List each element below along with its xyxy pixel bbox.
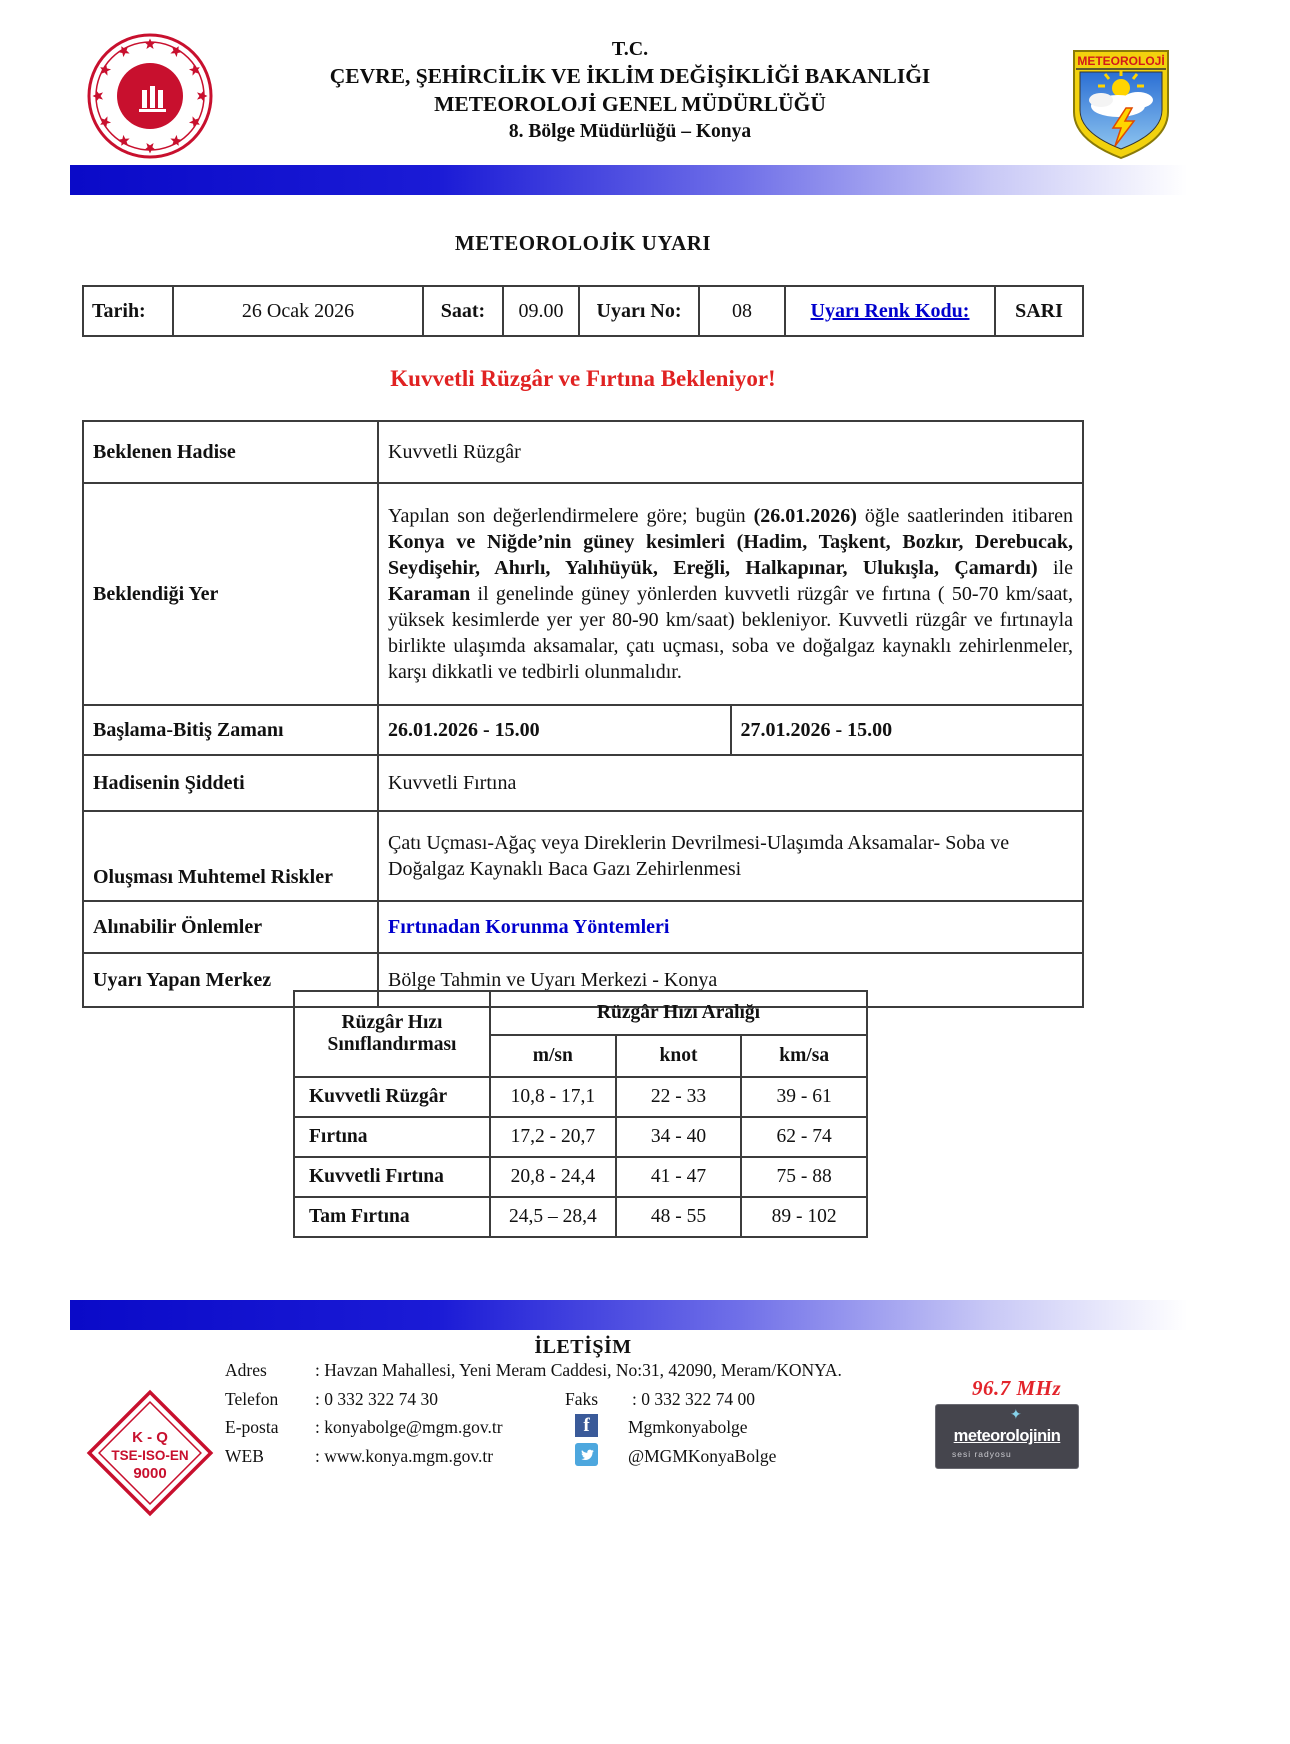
radio-name: meteorolojinin xyxy=(953,1427,1061,1445)
facebook-icon: f xyxy=(575,1414,598,1437)
web-label: WEB xyxy=(225,1446,264,1466)
unit-knot: knot xyxy=(616,1035,742,1077)
color-code-value: SARI xyxy=(995,286,1083,336)
expected-area-text xyxy=(378,483,1083,705)
wind-row-firtina xyxy=(294,1117,867,1157)
meta-info-table xyxy=(82,285,1084,337)
area-text-bold-date: (26.01.2026) xyxy=(753,505,857,527)
wind-knot-value: 48 - 55 xyxy=(616,1197,742,1237)
wind-msn-value: 17,2 - 20,7 xyxy=(490,1117,616,1157)
radio-frequency: 96.7 MHz xyxy=(972,1376,1062,1400)
wind-class-name: Fırtına xyxy=(294,1117,490,1157)
unit-kmsa: km/sa xyxy=(741,1035,867,1077)
precautions-row xyxy=(83,901,1083,953)
wind-knot-value: 41 - 47 xyxy=(616,1157,742,1197)
issuing-center-value: Bölge Tahmin ve Uyarı Merkezi - Konya xyxy=(378,953,1083,1007)
phone-label: Telefon xyxy=(225,1389,279,1409)
expected-event-label: Beklenen Hadise xyxy=(83,421,378,483)
web-value: : www.konya.mgm.gov.tr xyxy=(315,1446,494,1466)
severity-value: Kuvvetli Fırtına xyxy=(378,755,1083,811)
fax-value: : 0 332 322 74 00 xyxy=(632,1389,755,1409)
issuing-center-label: Uyarı Yapan Merkez xyxy=(83,953,378,1007)
warning-no-label: Uyarı No: xyxy=(579,286,699,336)
divider-bar-top xyxy=(70,165,1222,195)
wind-kmsa-value: 62 - 74 xyxy=(741,1117,867,1157)
phone-value: : 0 332 322 74 30 xyxy=(315,1389,438,1409)
severity-label: Hadisenin Şiddeti xyxy=(83,755,378,811)
start-end-row xyxy=(83,705,1083,755)
warning-details-table xyxy=(82,420,1084,1008)
tse-line3: 9000 xyxy=(133,1465,167,1482)
address-label: Adres xyxy=(225,1360,267,1380)
warning-no-value: 08 xyxy=(699,286,785,336)
expected-event-value: Kuvvetli Rüzgâr xyxy=(378,421,1083,483)
wind-header-row xyxy=(294,991,867,1035)
wind-msn-value: 10,8 - 17,1 xyxy=(490,1077,616,1117)
wind-msn-value: 24,5 – 28,4 xyxy=(490,1197,616,1237)
time-label: Saat: xyxy=(423,286,503,336)
area-text-part: ile xyxy=(1037,557,1073,579)
wind-class-name: Kuvvetli Fırtına xyxy=(294,1157,490,1197)
wind-class-name: Tam Fırtına xyxy=(294,1197,490,1237)
radio-star-icon: ✦ xyxy=(1010,1408,1022,1423)
date-value: 26 Ocak 2026 xyxy=(173,286,423,336)
wind-knot-value: 34 - 40 xyxy=(616,1117,742,1157)
expected-area-row xyxy=(83,483,1083,705)
wind-range-header: Rüzgâr Hızı Aralığı xyxy=(490,991,867,1035)
color-code-cell xyxy=(785,286,995,336)
area-text-part: il genelinde güney yönlerden kuvvetli rüzgâr ve fırtına ( 50-70 km/saat, yüksek kesimlerde yer yer 80-90 km/saat) bekleniyor. Kuvvetli rüzgâr ve fırtınayla birlikte ulaşımda aksamalar, çatı uçması, soba ve doğalgaz kaynaklı zehirlenmeler, karşı dikkatli ve tedbirli olunmalıdır. xyxy=(388,583,1073,683)
alert-headline: Kuvvetli Rüzgâr ve Fırtına Bekleniyor! xyxy=(390,366,776,391)
start-end-label: Başlama-Bitiş Zamanı xyxy=(83,705,378,755)
header-region: 8. Bölge Müdürlüğü – Konya xyxy=(508,121,752,142)
twitter-handle: @MGMKonyaBolge xyxy=(628,1446,777,1466)
radio-subtitle: sesi radyosu xyxy=(952,1449,1012,1459)
radio-logo xyxy=(935,1404,1079,1469)
tse-iso-9000-logo-icon xyxy=(85,1388,215,1518)
ministry-seal-icon xyxy=(86,32,214,160)
area-text-bold-karaman: Karaman xyxy=(388,583,471,605)
risks-label: Oluşması Muhtemel Riskler xyxy=(83,811,378,901)
wind-kmsa-value: 89 - 102 xyxy=(741,1197,867,1237)
area-text-bold-places: Konya ve Niğde’nin güney kesimleri (Hadim, Taşkent, Bozkır, Derebucak, Seydişehir, Ahırlı, Yalıhüyük, Ereğli, Halkapınar, Ulukışla, Çamardı) xyxy=(388,531,1073,579)
wind-class-name: Kuvvetli Rüzgâr xyxy=(294,1077,490,1117)
risks-row xyxy=(83,811,1083,901)
header-title-block xyxy=(250,36,1010,145)
fax-label: Faks xyxy=(565,1389,599,1409)
header-directorate: METEOROLOJİ GENEL MÜDÜRLÜĞÜ xyxy=(434,92,826,116)
wind-class-header: Rüzgâr Hızı Sınıflandırması xyxy=(294,991,490,1077)
precautions-link[interactable]: Fırtınadan Korunma Yöntemleri xyxy=(388,916,670,938)
start-time-value: 26.01.2026 - 15.00 xyxy=(378,705,731,755)
end-time-value: 27.01.2026 - 15.00 xyxy=(731,705,1084,755)
divider-bar-bottom xyxy=(70,1300,1222,1330)
header-ministry: ÇEVRE, ŞEHİRCİLİK VE İKLİM DEĞİŞİKLİĞİ BAKANLIĞI xyxy=(329,64,931,88)
area-text-part: öğle saatlerinden itibaren xyxy=(856,505,1073,527)
facebook-handle: Mgmkonyabolge xyxy=(628,1417,748,1437)
email-label: E-posta xyxy=(225,1417,279,1437)
tse-line1: K - Q xyxy=(132,1429,168,1446)
wind-row-kuvvetli-firtina xyxy=(294,1157,867,1197)
twitter-icon xyxy=(575,1443,598,1466)
shield-wordmark: METEOROLOJİ xyxy=(1077,54,1165,68)
severity-row xyxy=(83,755,1083,811)
contact-heading: İLETİŞİM xyxy=(534,1336,632,1358)
document-title: METEOROLOJİK UYARI xyxy=(454,231,712,255)
header-tc: T.C. xyxy=(611,38,649,60)
precautions-cell xyxy=(378,901,1083,953)
wind-kmsa-value: 39 - 61 xyxy=(741,1077,867,1117)
color-code-link[interactable]: Uyarı Renk Kodu: xyxy=(810,299,970,322)
wind-kmsa-value: 75 - 88 xyxy=(741,1157,867,1197)
expected-area-label: Beklendiği Yer xyxy=(83,483,378,705)
wind-row-tam-firtina xyxy=(294,1197,867,1237)
meta-row xyxy=(83,286,1083,336)
email-value: : konyabolge@mgm.gov.tr xyxy=(315,1417,503,1437)
unit-msn: m/sn xyxy=(490,1035,616,1077)
tse-line2: TSE-ISO-EN xyxy=(111,1448,189,1463)
wind-speed-classification-table xyxy=(293,990,868,1238)
area-text-part: Yapılan son değerlendirmelere göre; bugün xyxy=(388,505,754,527)
meteoroloji-shield-icon xyxy=(1068,48,1174,162)
risks-value: Çatı Uçması-Ağaç veya Direklerin Devrilmesi-Ulaşımda Aksamalar- Soba ve Doğalgaz Kaynaklı Baca Gazı Zehirlenmesi xyxy=(378,811,1083,901)
wind-msn-value: 20,8 - 24,4 xyxy=(490,1157,616,1197)
expected-event-row xyxy=(83,421,1083,483)
time-value: 09.00 xyxy=(503,286,579,336)
date-label: Tarih: xyxy=(83,286,173,336)
wind-knot-value: 22 - 33 xyxy=(616,1077,742,1117)
precautions-label: Alınabilir Önlemler xyxy=(83,901,378,953)
wind-row-kuvvetli-ruzgar xyxy=(294,1077,867,1117)
address-value: : Havzan Mahallesi, Yeni Meram Caddesi, No:31, 42090, Meram/KONYA. xyxy=(315,1360,842,1380)
